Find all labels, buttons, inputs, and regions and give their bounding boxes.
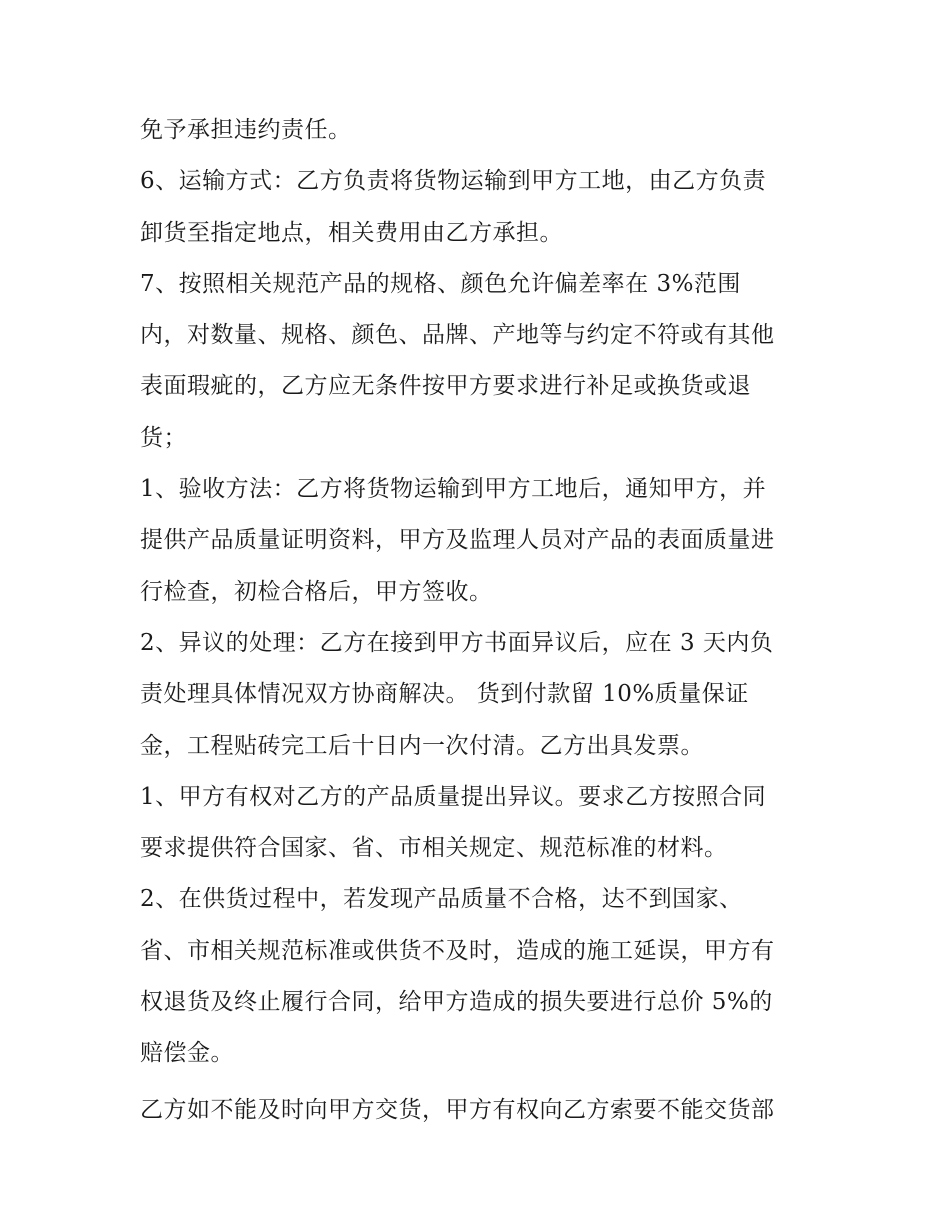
text-line: 省、市相关规范标准或供货不及时，造成的施工延误，甲方有 bbox=[140, 937, 775, 964]
text-line: 2、异议的处理：乙方在接到甲方书面异议后，应在 3 天内负 bbox=[140, 629, 774, 656]
text-line: 提供产品质量证明资料，甲方及监理人员对产品的表面质量进 bbox=[140, 527, 775, 554]
text-line: 要求提供符合国家、省、市相关规定、规范标准的材料。 bbox=[140, 835, 728, 862]
text-line: 内，对数量、规格、颜色、品牌、产地等与约定不符或有其他 bbox=[140, 322, 775, 349]
text-line: 赔偿金。 bbox=[140, 1040, 234, 1067]
text-line: 7、按照相关规范产品的规格、颜色允许偏差率在 3%范围 bbox=[140, 270, 741, 297]
text-line: 1、甲方有权对乙方的产品质量提出异议。要求乙方按照合同 bbox=[140, 783, 767, 810]
text-line: 6、运输方式：乙方负责将货物运输到甲方工地，由乙方负责 bbox=[140, 168, 767, 195]
text-line: 2、在供货过程中，若发现产品质量不合格，达不到国家、 bbox=[140, 886, 743, 913]
text-line: 表面瑕疵的，乙方应无条件按甲方要求进行补足或换货或退 bbox=[140, 373, 751, 400]
text-line: 责处理具体情况双方协商解决。 货到付款留 10%质量保证 bbox=[140, 681, 749, 708]
text-line: 金，工程贴砖完工后十日内一次付清。乙方出具发票。 bbox=[140, 732, 704, 759]
text-line: 免予承担违约责任。 bbox=[140, 117, 352, 143]
text-line: 卸货至指定地点，相关费用由乙方承担。 bbox=[140, 219, 563, 246]
text-line: 1、验收方法：乙方将货物运输到甲方工地后，通知甲方，并 bbox=[140, 476, 767, 503]
text-line: 行检查，初检合格后，甲方签收。 bbox=[140, 578, 493, 605]
text-line: 货； bbox=[140, 424, 187, 451]
contract-text bbox=[140, 105, 820, 1136]
text-line: 乙方如不能及时向甲方交货，甲方有权向乙方索要不能交货部 bbox=[140, 1096, 775, 1123]
text-line: 权退货及终止履行合同，给甲方造成的损失要进行总价 5%的 bbox=[140, 989, 773, 1016]
